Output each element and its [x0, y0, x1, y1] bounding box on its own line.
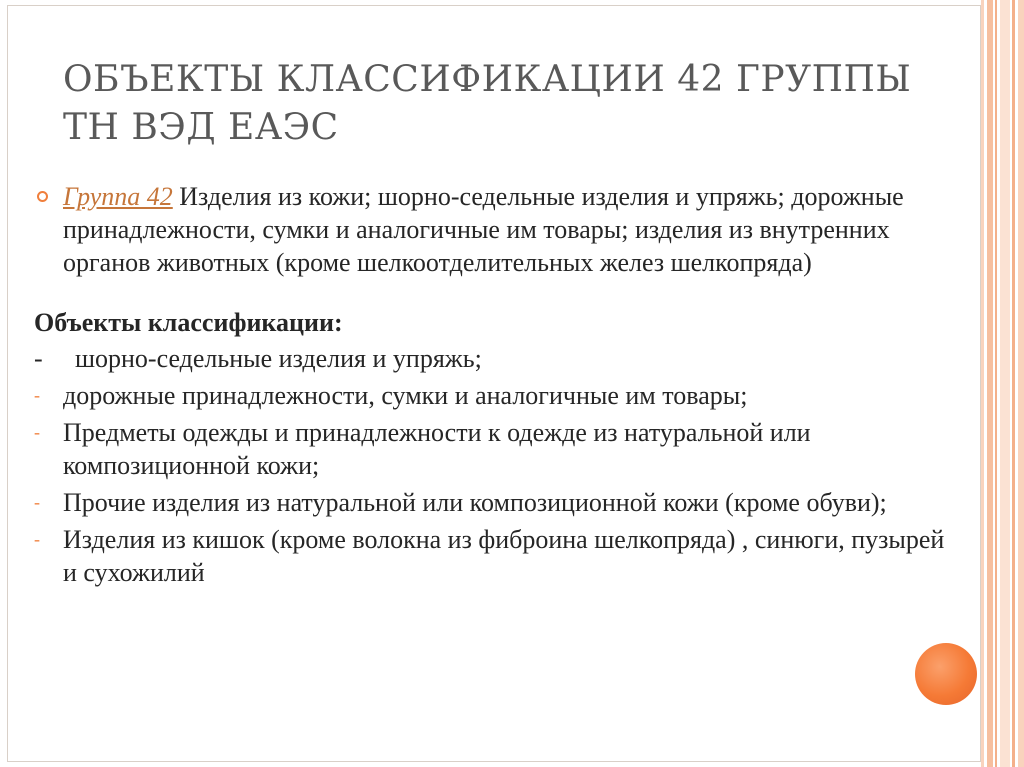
dash-bullet-icon: - [34, 529, 40, 549]
stripe [1000, 0, 1010, 767]
dash-bullet-icon: - [34, 385, 40, 405]
stripe [1018, 0, 1024, 767]
list-item-text: дорожные принадлежности, сумки и аналогичные им товары; [63, 381, 748, 410]
stripe [1012, 0, 1015, 767]
title-line-2: ТН ВЭД ЕАЭС [63, 107, 339, 148]
group-42-link[interactable]: Группа 42 [63, 182, 173, 211]
section-heading: Объекты классификации: [34, 308, 343, 337]
list-item-text: Предметы одежды и принадлежности к одежде из натуральной или композиционной кожи; [63, 418, 811, 480]
stripe [995, 0, 997, 767]
list-item [34, 379, 964, 412]
orange-circle-decoration [915, 643, 977, 705]
list-item-text: шорно-седельные изделия и упряжь; [75, 344, 482, 373]
list-item [34, 486, 964, 519]
list-item [34, 416, 964, 482]
slide-title [63, 56, 943, 152]
slide-body [34, 180, 964, 593]
title-line-1: ОБЪЕКТЫ КЛАССИФИКАЦИИ 42 ГРУППЫ [63, 59, 912, 100]
stripe [987, 0, 993, 767]
list-item-text: Изделия из кишок (кроме волокна из фиброина шелкопряда) , синюги, пузырей и сухожилий [63, 525, 945, 587]
decorative-stripes [981, 0, 1024, 767]
list-item-text: Прочие изделия из натуральной или композиционной кожи (кроме обуви); [63, 488, 887, 517]
list-item [34, 523, 964, 589]
list-item [34, 342, 964, 375]
dash-bullet-icon: - [34, 344, 43, 373]
stripe [981, 0, 984, 767]
dash-bullet-icon: - [34, 492, 40, 512]
ring-bullet-icon [37, 191, 48, 202]
intro-paragraph [34, 180, 964, 279]
intro-text: Изделия из кожи; шорно-седельные изделия и упряжь; дорожные принадлежности, сумки и аналогичные им товары; изделия из внутренних органов животных (кроме шелкоотделительных желез шелкопряда) [63, 182, 904, 277]
dash-bullet-icon: - [34, 422, 40, 442]
